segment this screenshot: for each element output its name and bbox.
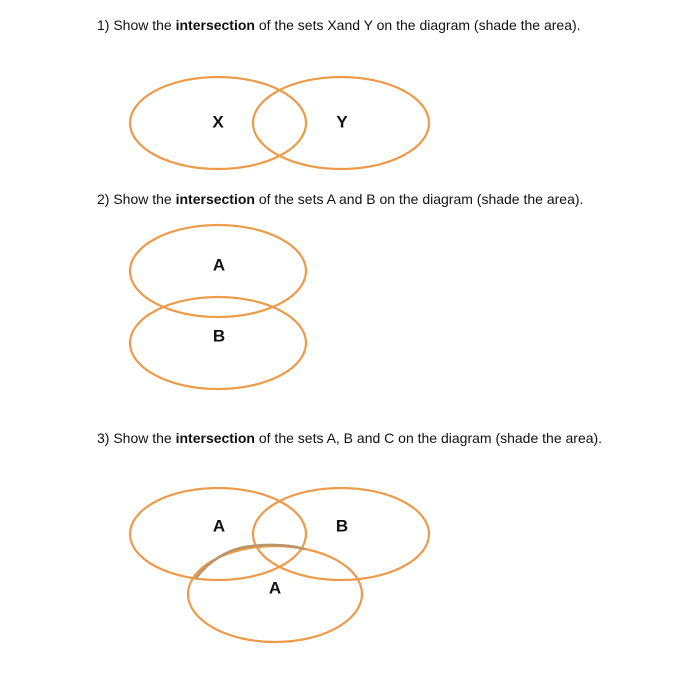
question-2-bold: intersection xyxy=(175,191,255,207)
question-1-bold: intersection xyxy=(175,17,255,33)
set-b-label: B xyxy=(212,326,226,346)
set-a-label: A xyxy=(212,255,226,275)
question-1-pre: Show the xyxy=(113,17,172,33)
set-b-label-3: B xyxy=(335,516,349,536)
set-y-label: Y xyxy=(336,112,348,132)
venn-diagram-3[interactable] xyxy=(130,488,429,642)
set-a-label-3: A xyxy=(212,516,226,536)
venn-diagram-1[interactable] xyxy=(130,77,429,169)
question-3-number: 3) xyxy=(97,430,110,446)
venn-diagram-2[interactable] xyxy=(130,225,306,389)
question-2-post: of the sets A and B on the diagram (shade the area). xyxy=(258,191,584,207)
question-1-number: 1) xyxy=(97,17,110,33)
set-c-label-3: A xyxy=(268,578,282,598)
question-3-bold: intersection xyxy=(175,430,255,446)
question-1-post: of the sets Xand Y on the diagram (shade the area). xyxy=(258,17,581,33)
question-2-number: 2) xyxy=(97,191,110,207)
question-2-pre: Show the xyxy=(113,191,172,207)
set-x-label: X xyxy=(212,112,224,132)
question-3-pre: Show the xyxy=(113,430,172,446)
question-3-post: of the sets A, B and C on the diagram (shade the area). xyxy=(258,430,603,446)
